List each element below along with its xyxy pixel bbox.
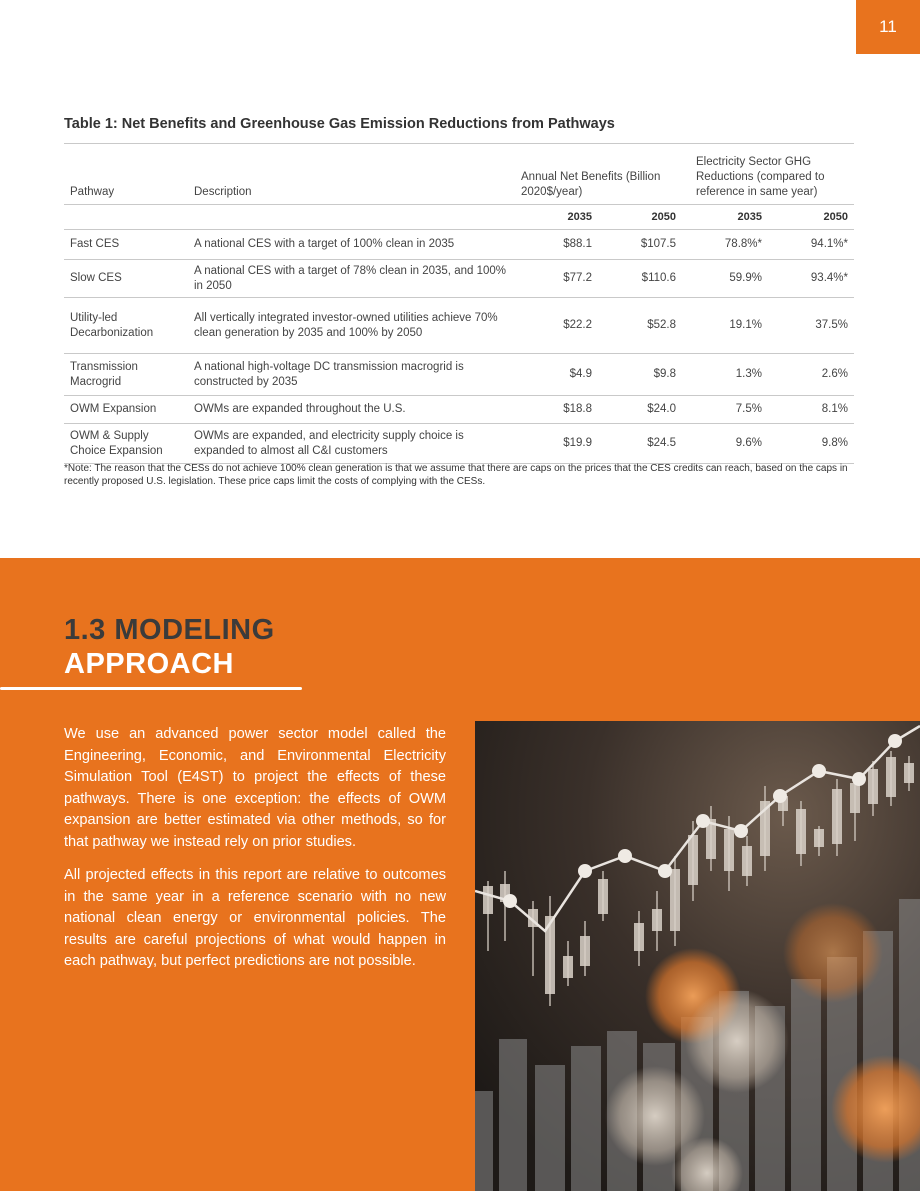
header-pathway: Pathway xyxy=(64,144,188,205)
section-title xyxy=(64,613,275,681)
year-header: 2050 xyxy=(598,205,682,230)
cell-value: $22.2 xyxy=(518,298,598,354)
stock-chart-illustration xyxy=(475,721,920,1191)
cell-description: OWMs are expanded throughout the U.S. xyxy=(188,396,518,424)
year-header: 2035 xyxy=(518,205,598,230)
section-body xyxy=(64,724,446,985)
header-ghg: Electricity Sector GHG Reductions (compared to reference in same year) xyxy=(682,144,854,205)
cell-value: 7.5% xyxy=(682,396,768,424)
section-title-line2: APPROACH xyxy=(64,648,234,680)
cell-description: A national CES with a target of 100% clean in 2035 xyxy=(188,230,518,260)
cell-pathway: Slow CES xyxy=(64,260,188,298)
cell-value: $4.9 xyxy=(518,354,598,396)
cell-value: $77.2 xyxy=(518,260,598,298)
stock-chart-photo xyxy=(475,721,920,1191)
cell-description: A national high-voltage DC transmission macrogrid is constructed by 2035 xyxy=(188,354,518,396)
pathways-table xyxy=(64,143,854,464)
cell-pathway: OWM & Supply Choice Expansion xyxy=(64,424,188,464)
year-header: 2035 xyxy=(682,205,768,230)
cell-pathway: Transmission Macrogrid xyxy=(64,354,188,396)
cell-value: 19.1% xyxy=(682,298,768,354)
title-underline xyxy=(0,687,302,690)
page-number: 11 xyxy=(856,0,920,54)
table-row xyxy=(64,396,854,424)
header-description: Description xyxy=(188,144,518,205)
cell-value: $24.5 xyxy=(598,424,682,464)
header-net-benefits: Annual Net Benefits (Billion 2020$/year) xyxy=(518,144,682,205)
cell-value: $19.9 xyxy=(518,424,598,464)
cell-value: 8.1% xyxy=(768,396,854,424)
cell-value: 94.1%* xyxy=(768,230,854,260)
cell-pathway: Fast CES xyxy=(64,230,188,260)
table-row xyxy=(64,424,854,464)
table-row xyxy=(64,354,854,396)
table-title: Table 1: Net Benefits and Greenhouse Gas Emission Reductions from Pathways xyxy=(64,116,615,132)
cell-value: 37.5% xyxy=(768,298,854,354)
table-row xyxy=(64,230,854,260)
paragraph: All projected effects in this report are relative to outcomes in the same year in a reference scenario with no new national clean energy or environmental policies. The results are careful projections of what would happen in each pathway, but perfect predictions are not possible. xyxy=(64,867,446,969)
cell-value: $9.8 xyxy=(598,354,682,396)
cell-description: A national CES with a target of 78% clean in 2035, and 100% in 2050 xyxy=(188,260,518,298)
cell-value: 9.8% xyxy=(768,424,854,464)
section-title-line1: 1.3 MODELING xyxy=(64,614,275,646)
cell-value: $107.5 xyxy=(598,230,682,260)
cell-value: 78.8%* xyxy=(682,230,768,260)
cell-pathway: OWM Expansion xyxy=(64,396,188,424)
cell-value: 59.9% xyxy=(682,260,768,298)
table-row xyxy=(64,260,854,298)
paragraph: We use an advanced power sector model called the Engineering, Economic, and Environmental Electricity Simulation Tool (E4ST) to project the effects of these pathways. There is one exception: the effects of OWM expansion are better estimated via other methods, so for that pathway we instead rely on prior studies. xyxy=(64,726,446,850)
cell-value: $110.6 xyxy=(598,260,682,298)
cell-value: $88.1 xyxy=(518,230,598,260)
cell-pathway: Utility-led Decarbonization xyxy=(64,298,188,354)
table-row xyxy=(64,298,854,354)
cell-value: 9.6% xyxy=(682,424,768,464)
cell-value: 93.4%* xyxy=(768,260,854,298)
cell-value: 2.6% xyxy=(768,354,854,396)
cell-description: OWMs are expanded, and electricity supply choice is expanded to almost all C&I customers xyxy=(188,424,518,464)
year-header: 2050 xyxy=(768,205,854,230)
cell-value: 1.3% xyxy=(682,354,768,396)
table-footnote: *Note: The reason that the CESs do not achieve 100% clean generation is that we assume that there are caps on the prices that the CES credits can reach, based on the caps in recently proposed U.S. legislation. These price caps limit the costs of complying with the CESs. xyxy=(64,463,848,487)
cell-description: All vertically integrated investor-owned utilities achieve 70% clean generation by 2035 and 100% by 2050 xyxy=(188,298,518,354)
cell-value: $18.8 xyxy=(518,396,598,424)
cell-value: $52.8 xyxy=(598,298,682,354)
cell-value: $24.0 xyxy=(598,396,682,424)
